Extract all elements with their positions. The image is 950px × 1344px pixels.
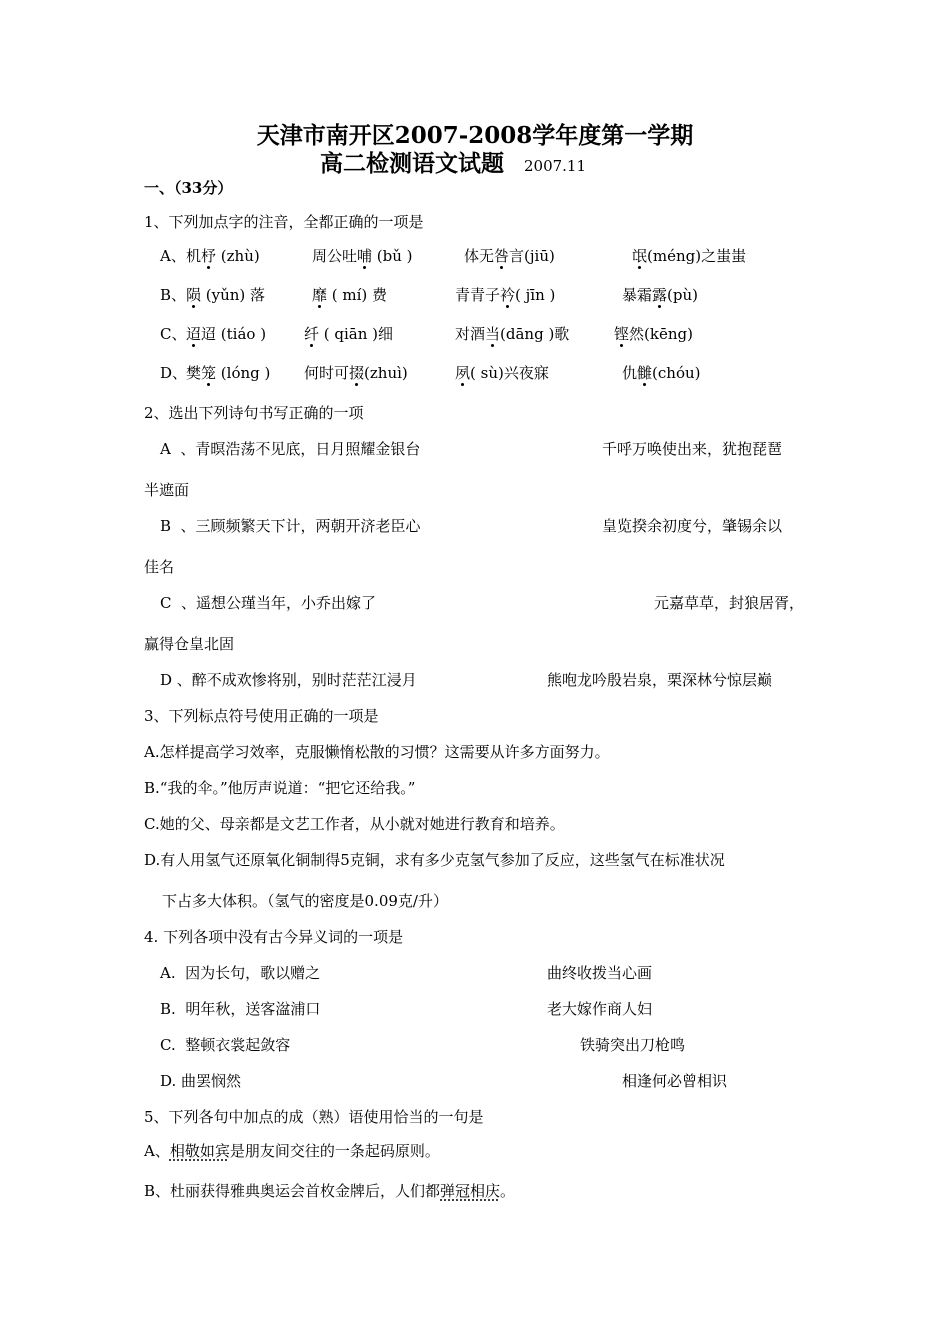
q3-option-c: C.她的父、母亲都是文艺工作者，从小就对她进行教育和培养。: [144, 815, 565, 833]
q1-a-item-3: [464, 246, 555, 266]
dotted-char: 当: [485, 325, 501, 343]
text-fragment: 周公吐: [312, 247, 358, 265]
title-line-2: [0, 150, 928, 180]
q2-option-c-cont: 赢得仓皇北固: [144, 635, 235, 653]
dotted-char: 咎: [494, 247, 510, 265]
dotted-char: 陨: [186, 286, 202, 304]
title-date: 2007.11: [523, 157, 587, 175]
q1-b-item-3: [455, 285, 555, 305]
dotted-char: 哺: [357, 247, 373, 265]
text-fragment: 然(kēng): [629, 325, 693, 343]
text-fragment: 。: [500, 1182, 516, 1200]
q3-stem: 3、下列标点符号使用正确的一项是: [144, 707, 379, 725]
text-fragment: (chóu): [652, 364, 701, 382]
q1-c-item-3: [455, 324, 569, 344]
q1-a-item-1: [186, 246, 260, 266]
text-fragment: A、: [144, 1142, 170, 1160]
q1-d-item-3: [455, 363, 549, 383]
q1-d-item-4: [622, 363, 701, 383]
text-fragment: ( sù)兴夜寐: [470, 364, 549, 382]
dotted-char: 笼: [201, 364, 217, 382]
q2-option-c-left: C 、遥想公瑾当年，小乔出嫁了: [160, 594, 377, 612]
q5-option-b: [144, 1181, 515, 1201]
dotted-idiom: 弹冠相庆: [440, 1182, 501, 1200]
text-fragment: (dāng )歌: [500, 325, 570, 343]
dotted-char: 氓: [632, 247, 648, 265]
text-fragment: 对酒: [455, 325, 486, 343]
q3-option-d: D.有人用氢气还原氧化铜制得5克铜，求有多少克氢气参加了反应，这些氢气在标准状况: [144, 851, 725, 869]
q2-option-a-left: A 、青暝浩荡不见底，日月照耀金银台: [160, 440, 421, 458]
q2-option-b-left: B 、三顾频繁天下计，两朝开济老臣心: [160, 517, 421, 535]
dotted-char: 雠: [637, 364, 653, 382]
q4-option-a-right: 曲终收拨当心画: [547, 964, 653, 982]
title-text: 高二检测语文试题: [319, 150, 504, 177]
q2-option-b-right: 皇览揆余初度兮，肇锡余以: [602, 517, 783, 535]
text-fragment: ( qiān )细: [319, 325, 394, 343]
q4-option-b-left: B. 明年秋，送客湓浦口: [160, 1000, 321, 1018]
text-fragment: 青青子: [455, 286, 501, 304]
q2-option-c-right: 元嘉草草，封狼居胥，: [654, 594, 805, 612]
q1-c-item-4: [614, 324, 693, 344]
q2-option-a-cont: 半遮面: [144, 481, 190, 499]
q5-option-a: [144, 1141, 440, 1161]
text-fragment: ( jīn ): [515, 286, 556, 304]
text-fragment: B、杜丽获得雅典奥运会首枚金牌后，人们都: [144, 1182, 441, 1200]
q2-option-d-right: 熊咆龙吟殷岩泉，栗深林兮惊层巅: [547, 671, 773, 689]
q1-option-b-label: B、: [160, 286, 187, 304]
q1-c-item-1: [186, 324, 266, 344]
q1-d-item-2: [304, 363, 408, 383]
dotted-char: 掇: [349, 364, 365, 382]
q4-option-c-left: C. 整顿衣裳起敛容: [160, 1036, 291, 1054]
text-fragment: 樊: [186, 364, 202, 382]
dotted-char: 迢: [186, 325, 202, 343]
text-fragment: 机: [186, 247, 202, 265]
text-fragment: 迢 (tiáo ): [201, 325, 267, 343]
q2-option-b-cont: 佳名: [144, 558, 175, 576]
section-heading: 一、（33分）: [144, 179, 233, 197]
text-fragment: 体无: [464, 247, 495, 265]
dotted-char: 靡: [312, 286, 328, 304]
q2-stem: 2、选出下列诗句书写正确的一项: [144, 404, 364, 422]
text-fragment: 何时可: [304, 364, 350, 382]
q5-stem: 5、下列各句中加点的成（熟）语使用恰当的一句是: [144, 1108, 484, 1126]
title-line-1: 天津市南开区2007-2008学年度第一学期: [256, 122, 694, 149]
text-fragment: 暴霜: [622, 286, 653, 304]
q1-a-item-4: [632, 246, 746, 266]
q1-stem: 1、下列加点字的注音，全都正确的一项是: [144, 213, 424, 231]
q4-option-b-right: 老大嫁作商人妇: [547, 1000, 653, 1018]
q1-option-a-label: A、: [160, 247, 186, 265]
q2-option-d-left: D 、醉不成欢惨将别，别时茫茫江浸月: [160, 671, 417, 689]
text-fragment: (zhuì): [364, 364, 408, 382]
q1-c-item-2: [304, 324, 393, 344]
q2-option-a-right: 千呼万唤使出来，犹抱琵琶: [602, 440, 783, 458]
text-fragment: ( mí) 费: [327, 286, 388, 304]
dotted-char: 露: [652, 286, 668, 304]
q4-option-c-right: 铁骑突出刀枪鸣: [580, 1036, 686, 1054]
q1-b-item-2: [312, 285, 387, 305]
dotted-idiom: 相敬如宾: [169, 1142, 230, 1160]
text-fragment: (bǔ ): [372, 247, 413, 265]
dotted-char: 铿: [614, 325, 630, 343]
dotted-char: 衿: [500, 286, 516, 304]
q1-d-item-1: [186, 363, 270, 383]
text-fragment: (méng)之蚩蚩: [647, 247, 747, 265]
q4-option-d-left: D. 曲罢悯然: [160, 1072, 242, 1090]
dotted-char: 夙: [455, 364, 471, 382]
q3-option-a: A.怎样提高学习效率，克服懒惰松散的习惯？这需要从许多方面努力。: [144, 743, 610, 761]
text-fragment: (lóng ): [216, 364, 271, 382]
text-fragment: (zhù): [216, 247, 260, 265]
text-fragment: 是朋友间交往的一条起码原则。: [229, 1142, 440, 1160]
dotted-char: 杼: [201, 247, 217, 265]
text-fragment: 言(jiū): [509, 247, 555, 265]
dotted-char: 纤: [304, 325, 320, 343]
q1-option-d-label: D、: [160, 364, 188, 382]
q1-b-item-4: [622, 285, 698, 305]
q1-a-item-2: [312, 246, 413, 266]
text-fragment: (yǔn) 落: [201, 286, 266, 304]
q4-stem: 4. 下列各项中没有古今异义词的一项是: [144, 928, 404, 946]
text-fragment: 仇: [622, 364, 638, 382]
text-fragment: (pù): [667, 286, 698, 304]
q3-option-d-cont: 下占多大体积。（氢气的密度是0.09克/升）: [162, 892, 448, 910]
q4-option-a-left: A. 因为长句，歌以赠之: [160, 964, 321, 982]
q1-option-c-label: C、: [160, 325, 187, 343]
q3-option-b: B.“我的伞。”他厉声说道：“把它还给我。”: [144, 779, 416, 797]
q1-b-item-1: [186, 285, 265, 305]
q4-option-d-right: 相逢何必曾相识: [622, 1072, 728, 1090]
